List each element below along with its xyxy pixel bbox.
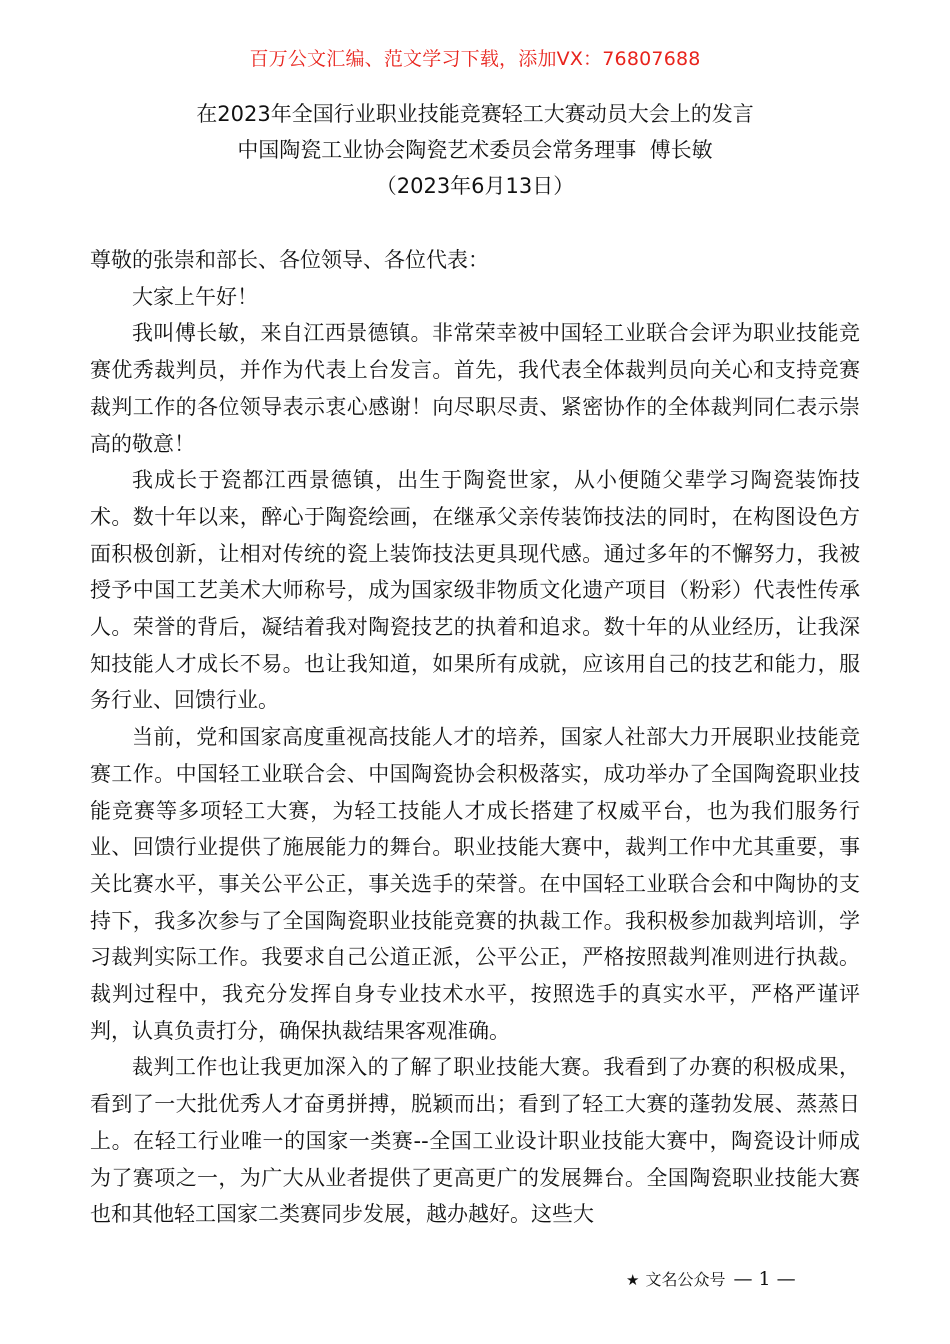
footer-label: 文名公众号	[645, 1270, 726, 1289]
salutation: 尊敬的张崇和部长、各位领导、各位代表：	[90, 248, 489, 272]
header-promo-note: 百万公文汇编、范文学习下载，添加VX：76807688	[249, 48, 701, 70]
paragraph: 我成长于瓷都江西景德镇，出生于陶瓷世家，从小便随父辈学习陶瓷装饰技术。数十年以来，醉心于陶瓷绘画，在继承父亲传装饰技法的同时，在构图设色方面积极创新，让相对传统的瓷上装饰技法更具现代感。通过多年的不懈努力，我被授予中国工艺美术大师称号，成为国家级非物质文化遗产项目（粉彩）代表性传承人。荣誉的背后，凝结着我对陶瓷技艺的执着和追求。数十年的从业经历，让我深知技能人才成长不易。也让我知道，如果所有成就，应该用自己的技艺和能力，服务行业、回馈行业。	[90, 468, 860, 713]
star-icon: ★	[626, 1271, 640, 1289]
speech-body	[90, 242, 860, 1233]
speech-title: 在2023年全国行业职业技能竞赛轻工大赛动员大会上的发言	[196, 102, 754, 126]
page-number: — 1 —	[733, 1268, 796, 1290]
speech-date: （2023年6月13日）	[375, 174, 575, 198]
paragraph: 当前，党和国家高度重视高技能人才的培养，国家人社部大力开展职业技能竞赛工作。中国轻工业联合会、中国陶瓷协会积极落实，成功举办了全国陶瓷职业技能竞赛等多项轻工大赛，为轻工技能人才成长搭建了权威平台，也为我们服务行业、回馈行业提供了施展能力的舞台。职业技能大赛中，裁判工作中尤其重要，事关比赛水平，事关公平公正，事关选手的荣誉。在中国轻工业联合会和中陶协的支持下，我多次参与了全国陶瓷职业技能竞赛的执裁工作。我积极参加裁判培训，学习裁判实际工作。我要求自己公道正派，公平公正，严格按照裁判准则进行执裁。裁判过程中，我充分发挥自身专业技术水平，按照选手的真实水平，严格严谨评判，认真负责打分，确保执裁结果客观准确。	[90, 725, 860, 1043]
paragraph-greeting: 大家上午好！	[132, 284, 258, 309]
paragraph: 我叫傅长敏，来自江西景德镇。非常荣幸被中国轻工业联合会评为职业技能竞赛优秀裁判员，并作为代表上台发言。首先，我代表全体裁判员向关心和支持竞赛裁判工作的各位领导表示衷心感谢！向尽职尽责、紧密协作的全体裁判同仁表示崇高的敬意！	[90, 321, 860, 456]
speaker-line: 中国陶瓷工业协会陶瓷艺术委员会常务理事 傅长敏	[237, 138, 713, 162]
page-footer	[626, 1266, 796, 1293]
paragraph: 裁判工作也让我更加深入的了解了职业技能大赛。我看到了办赛的积极成果，看到了一大批优秀人才奋勇拼搏，脱颖而出；看到了轻工大赛的蓬勃发展、蒸蒸日上。在轻工行业唯一的国家一类赛--全国工业设计职业技能大赛中，陶瓷设计师成为了赛项之一，为广大从业者提供了更高更广的发展舞台。全国陶瓷职业技能大赛也和其他轻工国家二类赛同步发展，越办越好。这些大	[90, 1055, 860, 1227]
speech-title-block	[0, 96, 950, 204]
